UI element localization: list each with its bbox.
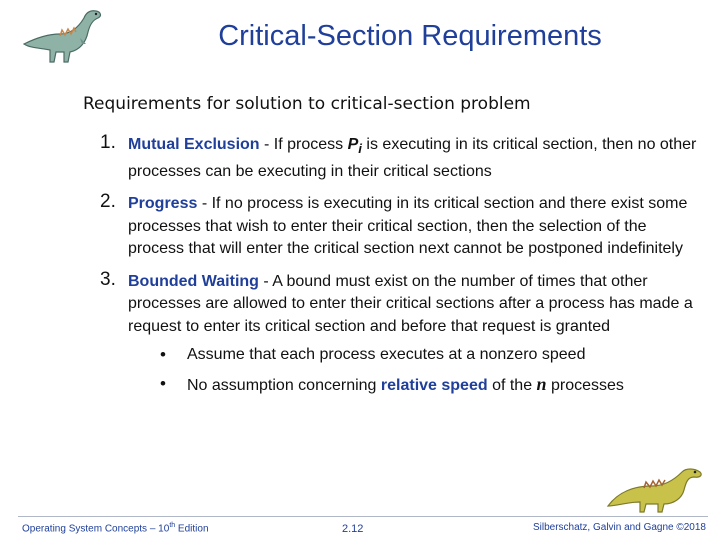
requirement-term: Progress	[128, 195, 198, 213]
process-count-variable: n	[536, 374, 547, 395]
list-item: • Assume that each process executes at a nonzero speed	[160, 345, 586, 365]
slide-title: Critical-Section Requirements	[218, 20, 602, 52]
requirement-description: - If no process is executing in its critical section and there exist some processes that wish to enter their critical section, then the selection of the process that will enter the critical section next cannot be postponed indefinitely	[128, 195, 688, 258]
requirement-item-progress	[100, 193, 700, 261]
assumption-list	[128, 344, 700, 397]
list-item: • No assumption concerning relative speed of the n processes	[160, 374, 624, 395]
requirement-term: Mutual Exclusion	[128, 136, 260, 153]
requirement-description: - A bound must exist on the number of times that other processes are allowed to enter their critical sections after a process has made a request to enter its critical section and before that request is granted	[128, 272, 693, 335]
dinosaur-top-logo	[18, 4, 110, 66]
footer-course-title: Operating System Concepts – 10th Edition	[22, 522, 209, 535]
footer-divider	[18, 516, 708, 517]
intro-text: Requirements for solution to critical-section problem	[83, 94, 531, 114]
requirement-term: Bounded Waiting	[128, 272, 259, 290]
footer-slide-number: 2.12	[342, 523, 364, 535]
process-variable: P	[347, 136, 359, 153]
highlight-text: relative speed	[380, 377, 488, 395]
requirements-list	[100, 134, 700, 407]
item-number: 2.	[100, 191, 116, 213]
footer-copyright: Silberschatz, Galvin and Gagne ©2018	[532, 522, 706, 533]
item-number: 1.	[100, 132, 116, 153]
bullet-icon: •	[160, 345, 166, 365]
bullet-icon: •	[160, 374, 166, 394]
dinosaur-bottom-logo	[604, 462, 708, 516]
requirement-item-bounded-waiting	[100, 268, 700, 398]
item-number: 3.	[100, 268, 116, 290]
requirement-item-mutual-exclusion: 1. Mutual Exclusion - If process $P_i$ is executing in its critical section, then no other processes can be executing in their critical sections	[100, 132, 697, 180]
